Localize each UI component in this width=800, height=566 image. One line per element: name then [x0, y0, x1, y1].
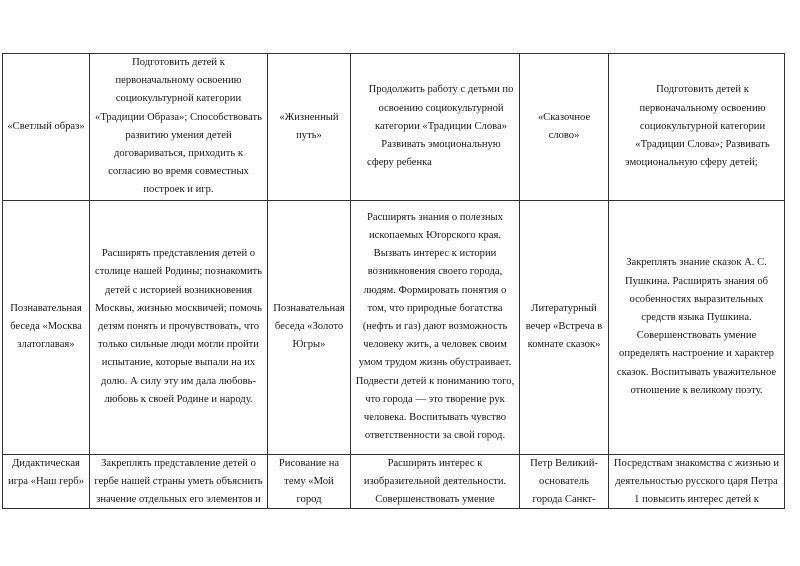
activity-cell: Познавательная беседа «Москва златоглавая»	[3, 200, 90, 454]
table-row	[3, 54, 785, 201]
table-row	[3, 454, 785, 508]
goal-cell: Расширять знания о полезных ископаемых Югорского края. Вызвать интерес к истории возникновения своего города, людям. Формировать понятия о том, что природные богатства (нефть и газ) дают возможность человеку жить, а человек своим умом трудом жизнь обустраивает. Подвести детей к пониманию того, что города — это творение рук человека. Воспитывать чувство ответственности за свой город.	[351, 200, 520, 454]
activity-cell	[3, 454, 90, 508]
activity-text: Дидактическая игра «Наш герб»	[7, 457, 84, 487]
activity-cell	[520, 454, 609, 508]
goal-cell: Подготовить детей к первоначальному освоению социокультурной категории «Традиции Слова»; Развивать эмоциональную сферу детей;	[609, 54, 785, 201]
goal-text: Закреплять представление детей о гербе нашей страны уметь объяснить значение отдельных его элементов и	[94, 457, 263, 506]
goal-cell	[351, 454, 520, 508]
topic-cell: «Жизненный путь»	[268, 54, 351, 201]
activity-cell	[268, 454, 351, 508]
topic-cell: «Сказочное слово»	[520, 54, 609, 201]
goal-cell: Закреплять знание сказок А. С. Пушкина. Расширять знания об особенностях выразительных средств языка Пушкина. Совершенствовать умение определять настроение и характер сказок. Воспитывать уважительное отношение к великому поэту.	[609, 200, 785, 454]
table-row	[3, 200, 785, 454]
activity-text: Петр Великий- основатель города Санкт-	[530, 457, 598, 506]
lesson-plan-table	[2, 53, 785, 509]
goal-cell	[609, 454, 785, 508]
goal-cell: Расширять представления детей о столице нашей Родины; познакомить детей с историей возникновения Москвы, жизнью москвичей; помочь детям понять и прочувствовать, что только сильные люди могли пройти испытание, которые выпали на их долю. А силу эту им дала любовь- любовь к своей Родине и народу.	[90, 200, 268, 454]
goal-cell: Подготовить детей к первоначальному освоению социокультурной категории «Традиции Образа»; Способствовать развитию умения детей договариваться, приходить к согласию во время совместных построек и игр.	[90, 54, 268, 201]
activity-cell: Познавательная беседа «Золото Югры»	[268, 200, 351, 454]
goal-text: Расширять интерес к изобразительной деятельности. Совершенствовать умение	[363, 457, 507, 506]
topic-cell: «Светлый образ»	[3, 54, 90, 201]
activity-text: Рисование на тему «Мой город	[278, 457, 340, 506]
goal-text: Посредствам знакомства с жизнью и деятельностью русского царя Петра 1 повысить интерес детей к	[613, 457, 780, 506]
goal-cell: Продолжить работу с детьми по освоению социокультурной категории «Традиции Слова» Развивать эмоциональную сферу ребенка	[351, 54, 520, 201]
activity-cell: Литературный вечер «Встреча в комнате сказок»	[520, 200, 609, 454]
goal-cell	[90, 454, 268, 508]
